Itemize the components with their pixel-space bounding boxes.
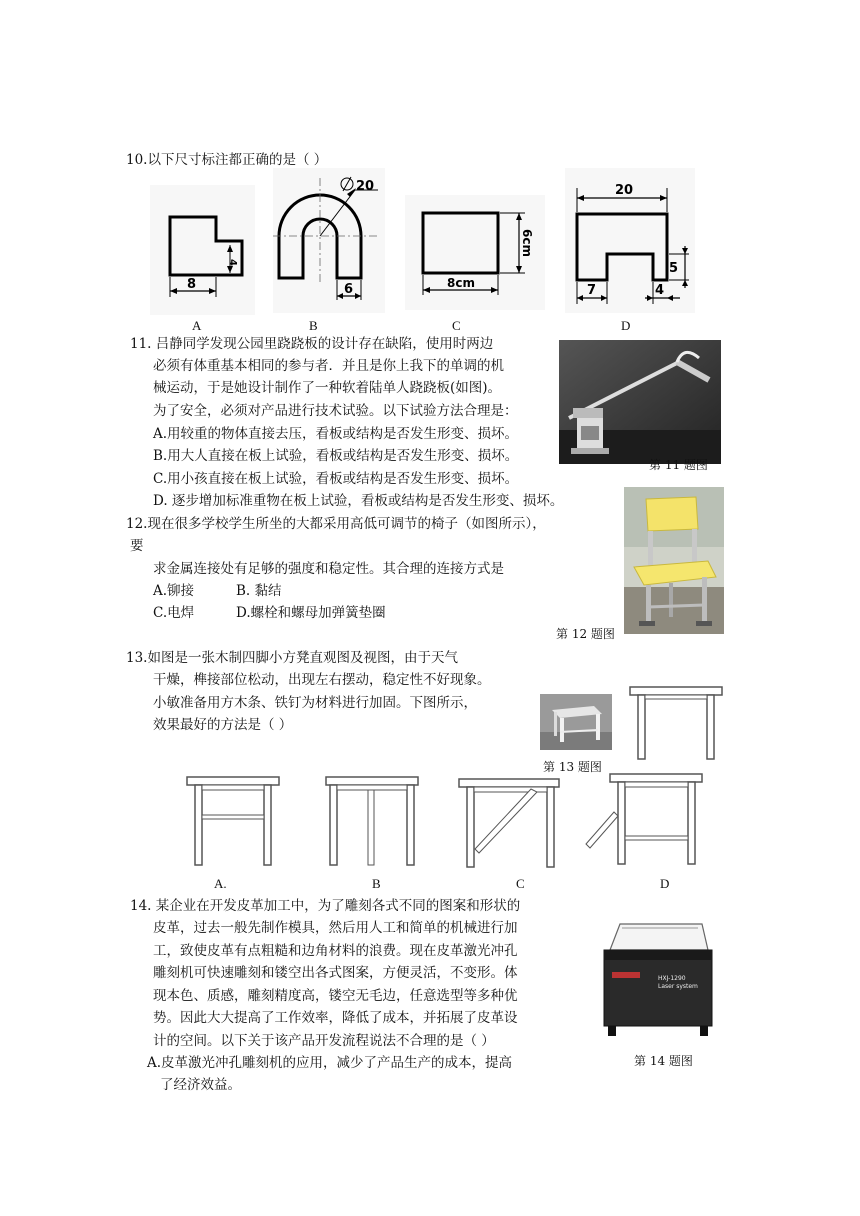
q12-option-a: A.铆接 [153,583,195,599]
q14-line-1: 14. 某企业在开发皮革加工中，为了雕刻各式不同的图案和形状的 [130,898,521,914]
q14-option-a: A.皮革激光冲孔雕刻机的应用，减少了产品生产的成本，提高 [147,1055,513,1071]
a-width-dim: 8 [187,277,197,292]
q14-caption: 第 14 题图 [634,1054,693,1068]
q11-option-c: C.用小孩直接在板上试验，看板或结构是否发生形变、损坏。 [153,471,519,487]
q14-line-6: 势。因此大大提高了工作效率，降低了成本，并拓展了皮革设 [153,1010,518,1026]
q13-stool-view [628,681,724,763]
q12-caption: 第 12 题图 [556,627,615,641]
q13-line-4: 效果最好的方法是（ ） [153,717,293,733]
q12-line-1: 12.现在很多学校学生所坐的大都采用高低可调节的椅子（如图所示）， [126,516,546,532]
d-left-dim: 7 [587,283,597,298]
q13-line-1: 13.如图是一张木制四脚小方凳直观图及视图，由于天气 [126,650,458,666]
q13-label-b: B [372,876,381,891]
q14-line-7: 计的空间。以下关于该产品开发流程说法不合理的是（ ） [153,1033,495,1049]
q11-line-2: 必须有体重基本相同的参与者．并且是你上我下的单调的机 [153,358,504,374]
q13-option-c-figure [455,775,563,870]
q10-figure-b [273,168,385,313]
q13-label-a: A. [214,876,227,891]
q13-line-3: 小敏准备用方木条、铁钉为材料进行加固。下图所示， [153,695,477,711]
q14-line-3: 工，致使皮革有点粗糙和边角材料的浪费。现在皮革激光冲孔 [153,943,518,959]
b-width-dim: 6 [344,282,354,297]
d-width-dim: 20 [615,183,634,198]
q11-line-3: 械运动，于是她设计制作了一种软着陆单人跷跷板(如图)。 [153,380,502,396]
a-height-dim: 4 [227,259,238,266]
q11-line-1: 11. 吕静同学发现公园里跷跷板的设计存在缺陷，使用时两边 [130,336,494,352]
q13-option-b-figure [322,775,422,870]
q14-laser-machine-photo [598,920,714,1044]
q11-line-4: 为了安全，必须对产品进行技术试验。以下试验方法合理是： [153,403,518,419]
q12-line-2: 要 [130,538,144,554]
q12-chair-photo [624,487,724,634]
q10-figure-d [565,168,695,313]
q12-line-3: 求金属连接处有足够的强度和稳定性。其合理的连接方式是 [153,561,504,577]
q13-caption: 第 13 题图 [543,760,602,774]
machine-model: HXJ-1290 [658,975,686,982]
q10-label-c: C [452,318,461,333]
q11-option-b: B.用大人直接在板上试验，看板或结构是否发生形变、损坏。 [153,448,519,464]
q14-line-2: 皮革，过去一般先制作模具，然后用人工和简单的机械进行加 [153,920,518,936]
q10-label-b: B [309,318,318,333]
q11-seesaw-photo [559,340,721,464]
q10-label-a: A [192,318,202,333]
q13-line-2: 干燥，榫接部位松动，出现左右摆动，稳定性不好现象。 [153,672,491,688]
q12-option-c: C.电焊 [153,605,195,621]
q10-label-d: D [621,318,631,333]
machine-label: Laser system [658,983,698,990]
q10-figure-a [150,185,255,315]
b-phi-dim: 20 [356,179,375,194]
q12-option-b: B. 黏结 [236,583,282,599]
q13-stool-photo [540,694,612,750]
q13-label-c: C [516,876,525,891]
q12-option-d: D.螺栓和螺母加弹簧垫圈 [236,605,386,621]
q11-option-a: A.用较重的物体直接去压，看板或结构是否发生形变、损坏。 [153,426,519,442]
q11-option-d: D. 逐步增加标准重物在板上试验，看板或结构是否发生形变、损坏。 [153,493,564,509]
q14-option-a-cont: 了经济效益。 [160,1077,241,1093]
q14-line-4: 雕刻机可快速雕刻和镂空出各式图案，方便灵活，不变形。体 [153,965,518,981]
q10-stem: 10.以下尺寸标注都正确的是（ ） [126,152,328,168]
q11-caption: 第 11 题图 [649,458,708,472]
d-right-dim: 4 [655,283,665,298]
q13-option-a-figure [183,775,283,870]
c-width-dim: 8cm [447,276,475,290]
c-height-dim: 6cm [520,229,534,257]
q13-label-d: D [660,876,670,891]
q14-line-5: 现本色、质感，雕刻精度高，镂空无毛边，任意选型等多种优 [153,988,518,1004]
d-height-dim: 5 [669,261,679,276]
q10-figure-c [405,195,545,310]
q13-option-d-figure [584,772,708,870]
